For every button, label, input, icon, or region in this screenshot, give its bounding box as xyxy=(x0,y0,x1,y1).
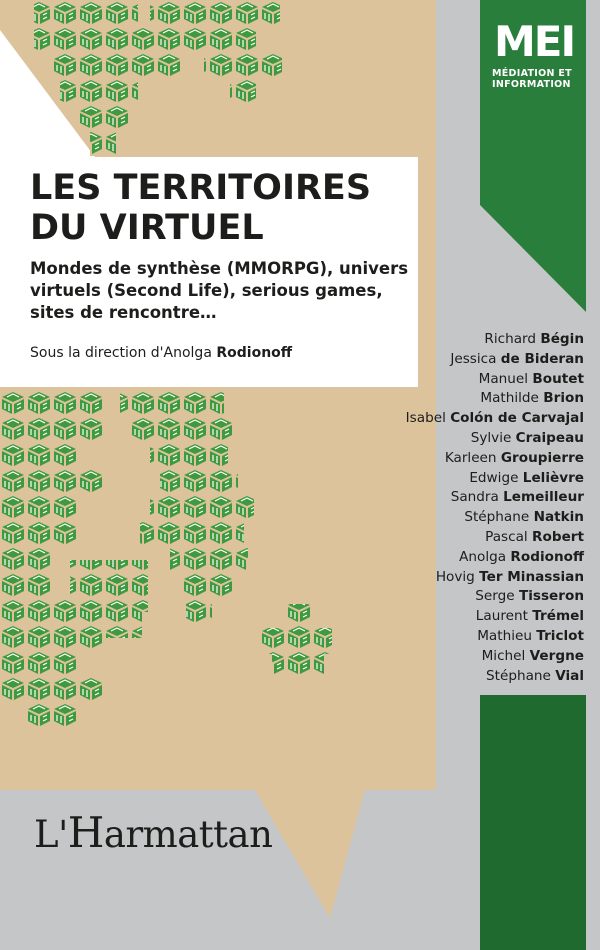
contributor-last-name: Trémel xyxy=(532,608,584,625)
editor-credit-name: Rodionoff xyxy=(216,345,293,361)
contributor-last-name: Tisseron xyxy=(518,588,584,605)
contributor-last-name: Bégin xyxy=(540,331,584,347)
collection-name-line1: MÉDIATION ET xyxy=(492,68,572,79)
publisher-logo-initial: H xyxy=(67,808,104,857)
book-title xyxy=(30,168,371,248)
contributor-last-name: Craipeau xyxy=(515,429,584,446)
publisher-logo xyxy=(34,808,272,857)
contributor-last-name: Lemeilleur xyxy=(503,489,584,506)
contributor-first-name: Manuel xyxy=(478,370,529,387)
contributor-item xyxy=(406,568,584,588)
contributor-item xyxy=(406,429,584,449)
contributor-item xyxy=(406,548,584,568)
contributor-item xyxy=(406,350,584,370)
contributor-first-name: Mathieu xyxy=(477,627,532,644)
collection-badge xyxy=(490,14,586,104)
publisher-logo-prefix: L' xyxy=(34,813,68,856)
contributor-last-name: Natkin xyxy=(533,509,584,526)
collection-logo: MEI xyxy=(494,17,575,66)
contributor-first-name: Edwige xyxy=(469,469,519,486)
contributor-first-name: Stéphane xyxy=(464,509,530,526)
collection-name xyxy=(492,68,572,90)
contributor-last-name: Colón de Carvajal xyxy=(450,410,584,427)
book-title-line2: DU VIRTUEL xyxy=(30,208,264,248)
contributor-last-name: Robert xyxy=(532,528,584,545)
contributor-last-name: Ter Minassian xyxy=(479,568,584,585)
contributor-item xyxy=(406,370,584,390)
contributor-item xyxy=(406,587,584,607)
contributor-first-name: Hovig xyxy=(435,568,475,585)
contributor-last-name: Rodionoff xyxy=(510,548,584,565)
contributor-first-name: Stéphane xyxy=(486,667,551,684)
contributor-first-name: Serge xyxy=(475,588,515,605)
book-subtitle: Mondes de synthèse (MMORPG), univers virtuels (Second Life), serious games, sites de rencontre… xyxy=(30,259,409,322)
contributor-first-name: Anolga xyxy=(459,548,507,565)
contributor-last-name: Groupierre xyxy=(500,449,584,466)
contributor-item xyxy=(406,627,584,647)
contributor-first-name: Sandra xyxy=(450,489,499,506)
contributor-item xyxy=(406,449,584,469)
contributor-item xyxy=(406,488,584,508)
contributor-last-name: Boutet xyxy=(532,370,584,387)
contributor-first-name: Sylvie xyxy=(470,429,512,446)
contributor-item xyxy=(406,409,584,429)
contributor-first-name: Michel xyxy=(481,647,526,664)
contributor-first-name: Richard xyxy=(484,331,537,347)
editor-credit-prefix: Sous la direction d'Anolga xyxy=(30,345,217,361)
contributor-item xyxy=(406,647,584,667)
contributor-first-name: Jessica xyxy=(450,350,497,367)
editor-credit xyxy=(30,345,292,361)
contributor-first-name: Isabel xyxy=(405,410,446,427)
contributor-item xyxy=(406,528,584,548)
contributor-last-name: Vial xyxy=(555,667,584,684)
contributor-first-name: Pascal xyxy=(485,528,528,545)
contributor-item xyxy=(406,607,584,627)
contributor-first-name: Karleen xyxy=(444,449,497,466)
collection-name-line2: INFORMATION xyxy=(492,79,571,90)
publisher-logo-rest: armattan xyxy=(103,813,273,856)
contributor-first-name: Mathilde xyxy=(480,390,539,407)
contributor-item xyxy=(406,389,584,409)
contributor-last-name: Lelièvre xyxy=(522,469,584,486)
contributor-item xyxy=(406,330,584,350)
contributor-item xyxy=(406,667,584,687)
contributor-first-name: Laurent xyxy=(475,608,528,625)
contributor-last-name: Brion xyxy=(543,390,584,407)
book-title-line1: LES TERRITOIRES xyxy=(30,168,372,208)
contributor-item xyxy=(406,508,584,528)
contributor-last-name: Triclot xyxy=(536,627,584,644)
dark-green-band xyxy=(480,695,586,950)
contributor-list xyxy=(406,330,584,686)
contributor-item xyxy=(406,469,584,489)
contributor-last-name: Vergne xyxy=(529,647,584,664)
contributor-last-name: de Bideran xyxy=(500,350,584,367)
